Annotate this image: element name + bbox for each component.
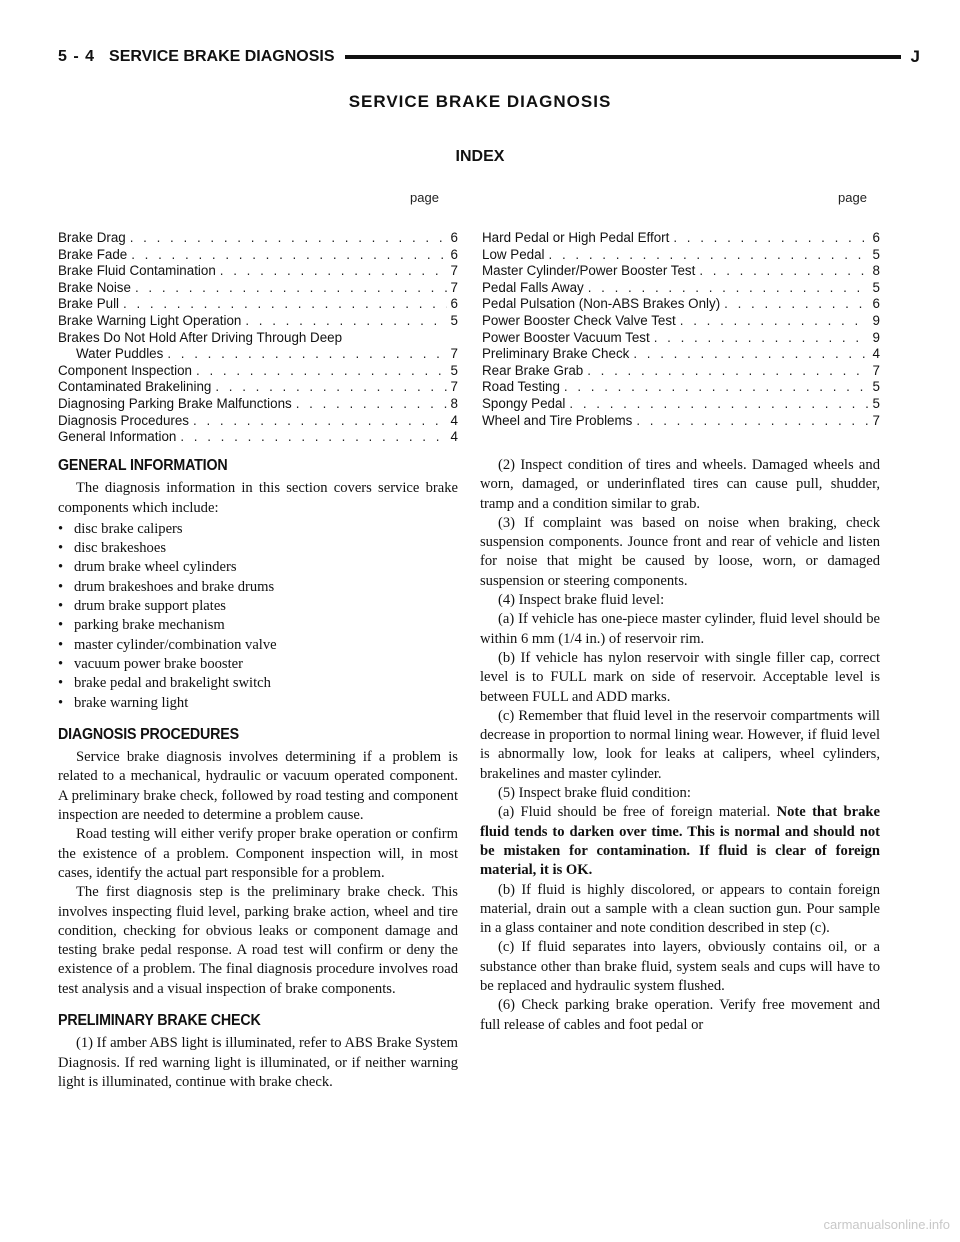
list-item: • disc brakeshoes [58, 540, 166, 557]
step-5c: (c) If fluid separates into layers, obviously contains oil, or a substance other than brake fluid, system seals and cups will have to be replaced and hydraulic system flushed. [480, 939, 880, 995]
step-5a: (a) Fluid should be free of foreign material. Note that brake fluid tends to darken over time. This is normal and should not be mistaken for contamination. If fluid is clear of foreign material, it is OK. [480, 804, 880, 879]
index-entry[interactable]: Contaminated Brakelining . . . 7 [58, 379, 458, 396]
index-entry[interactable]: Hard Pedal or High Pedal Effort . . . 6 [482, 230, 880, 247]
index-entry[interactable]: Brake Fade . . . 6 [58, 247, 458, 264]
list-item: • parking brake mechanism [58, 617, 225, 634]
list-item: • disc brake calipers [58, 520, 183, 537]
index-entry-line1[interactable]: Brakes Do Not Hold After Driving Through Deep [58, 329, 343, 345]
header-title: SERVICE BRAKE DIAGNOSIS [109, 48, 335, 65]
step-2: (2) Inspect condition of tires and wheels. Damaged wheels and worn, damaged, or underinflated tires can cause pull, shudder, tramp and a condition similar to grab. [480, 457, 880, 512]
index-column-right [482, 230, 880, 429]
component-list [58, 520, 458, 713]
index-entry[interactable]: Power Booster Check Valve Test . . . 9 [482, 313, 880, 330]
step-5: (5) Inspect brake fluid condition: [498, 785, 691, 802]
index-entry[interactable]: Brake Fluid Contamination . . . 7 [58, 263, 458, 280]
index-entry[interactable]: Wheel and Tire Problems . . . 7 [482, 413, 880, 430]
step-5a-note: Note that brake fluid tends to darken over time. This is normal and should not be mistaken for contamination. If fluid is clear of foreign material, it is OK. [480, 804, 880, 879]
heading-diagnosis-procedures: DIAGNOSIS PROCEDURES [58, 725, 239, 743]
step-3: (3) If complaint was based on noise when braking, check suspension components. Jounce front and rear of vehicle and listen for noise that might be caused by loose, worn, or damaged suspension or steering components. [480, 514, 880, 589]
index-page-label-right: page [838, 190, 867, 205]
paragraph: The first diagnosis step is the preliminary brake check. This involves inspecting fluid level, parking brake action, wheel and tire condition, checking for obvious leaks or component damage and testing brake pedal response. A road test will confirm or deny the existence of a problem. The final diagnosis procedure involves road test analysis and a visual inspection of brake components. [58, 884, 458, 997]
index-entry[interactable]: Brake Warning Light Operation . . . 5 [58, 313, 458, 330]
index-entry[interactable]: Spongy Pedal . . . 5 [482, 396, 880, 413]
index-entry[interactable]: Pedal Falls Away . . . 5 [482, 280, 880, 297]
step-5b: (b) If fluid is highly discolored, or appears to contain foreign material, drain out a sample with a clean suction gun. Pour sample in a glass container and note condition described in step (c). [480, 881, 880, 937]
index-column-left [58, 230, 458, 446]
index-entry[interactable]: Low Pedal . . . 5 [482, 247, 880, 264]
step-6: (6) Check parking brake operation. Verify free movement and full release of cables and foot pedal or [480, 997, 880, 1033]
index-heading: INDEX [455, 148, 505, 165]
list-item: • master cylinder/combination valve [58, 636, 277, 653]
index-entry[interactable]: Component Inspection . . . 5 [58, 363, 458, 380]
index-entry[interactable]: Preliminary Brake Check . . . 4 [482, 346, 880, 363]
index-entry[interactable]: Diagnosing Parking Brake Malfunctions . . . 8 [58, 396, 458, 413]
index-entry[interactable]: Diagnosis Procedures . . . 4 [58, 413, 458, 430]
list-item: • vacuum power brake booster [58, 655, 243, 672]
header-rule [345, 55, 901, 59]
body-column-right [480, 456, 880, 1035]
header-page-number: 5 - 4 [58, 48, 96, 65]
running-header [58, 46, 920, 68]
step-4b: (b) If vehicle has nylon reservoir with single filler cap, correct level is to FULL mark on side of reservoir. Acceptable level is between FULL and ADD marks. [480, 649, 880, 705]
index-entry[interactable]: Brake Pull . . . 6 [58, 296, 458, 313]
heading-preliminary-brake-check: PRELIMINARY BRAKE CHECK [58, 1012, 261, 1030]
section-title: SERVICE BRAKE DIAGNOSIS [348, 92, 612, 111]
index-entry[interactable]: Power Booster Vacuum Test . . . 9 [482, 330, 880, 347]
body-column-left [58, 456, 458, 1092]
step-4c: (c) Remember that fluid level in the reservoir compartments will decrease in proportion to normal lining wear. However, if fluid level is abnormally low, look for leaks at calipers, wheel cylinders, brakelines and master cylinder. [480, 707, 880, 782]
heading-general-information: GENERAL INFORMATION [58, 457, 228, 474]
header-letter: J [910, 47, 920, 66]
step-1: (1) If amber ABS light is illuminated, refer to ABS Brake System Diagnosis. If red warning light is illuminated, or if neither warning light is illuminated, continue with brake check. [58, 1035, 458, 1090]
index-entry[interactable]: Road Testing . . . 5 [482, 379, 880, 396]
index-entry[interactable]: Master Cylinder/Power Booster Test . . . 8 [482, 263, 880, 280]
index-entry[interactable]: Rear Brake Grab . . . 7 [482, 363, 880, 380]
list-item: • brake pedal and brakelight switch [58, 675, 271, 692]
list-item: • drum brake support plates [58, 598, 226, 615]
index-page-label-left: page [410, 190, 439, 205]
step-4a: (a) If vehicle has one-piece master cylinder, fluid level should be within 6 mm (1/4 in.) of reservoir rim. [480, 611, 880, 647]
list-item: • drum brake wheel cylinders [58, 559, 237, 576]
step-4: (4) Inspect brake fluid level: [498, 592, 665, 609]
watermark: carmanualsonline.info [823, 1217, 950, 1232]
index-entry[interactable]: Brake Noise . . . 7 [58, 280, 458, 297]
index-entry[interactable]: General Information . . . 4 [58, 429, 458, 446]
paragraph: Service brake diagnosis involves determining if a problem is related to a mechanical, hydraulic or vacuum operated component. A preliminary brake check, followed by road testing and component inspection are needed to determine a problem cause. [58, 749, 458, 824]
index-entry[interactable]: Water Puddles . . . 7 [58, 346, 458, 363]
paragraph: Road testing will either verify proper brake operation or confirm the existence of a problem. Component inspection will, in most cases, identify the actual part responsible for a problem. [58, 826, 458, 881]
index-entry[interactable]: Pedal Pulsation (Non-ABS Brakes Only) . . . 6 [482, 296, 880, 313]
index-entry[interactable]: Brake Drag . . . 6 [58, 230, 458, 247]
paragraph: The diagnosis information in this section covers service brake components which include: [58, 480, 458, 516]
list-item: • brake warning light [58, 694, 189, 711]
list-item: • drum brakeshoes and brake drums [58, 578, 275, 595]
